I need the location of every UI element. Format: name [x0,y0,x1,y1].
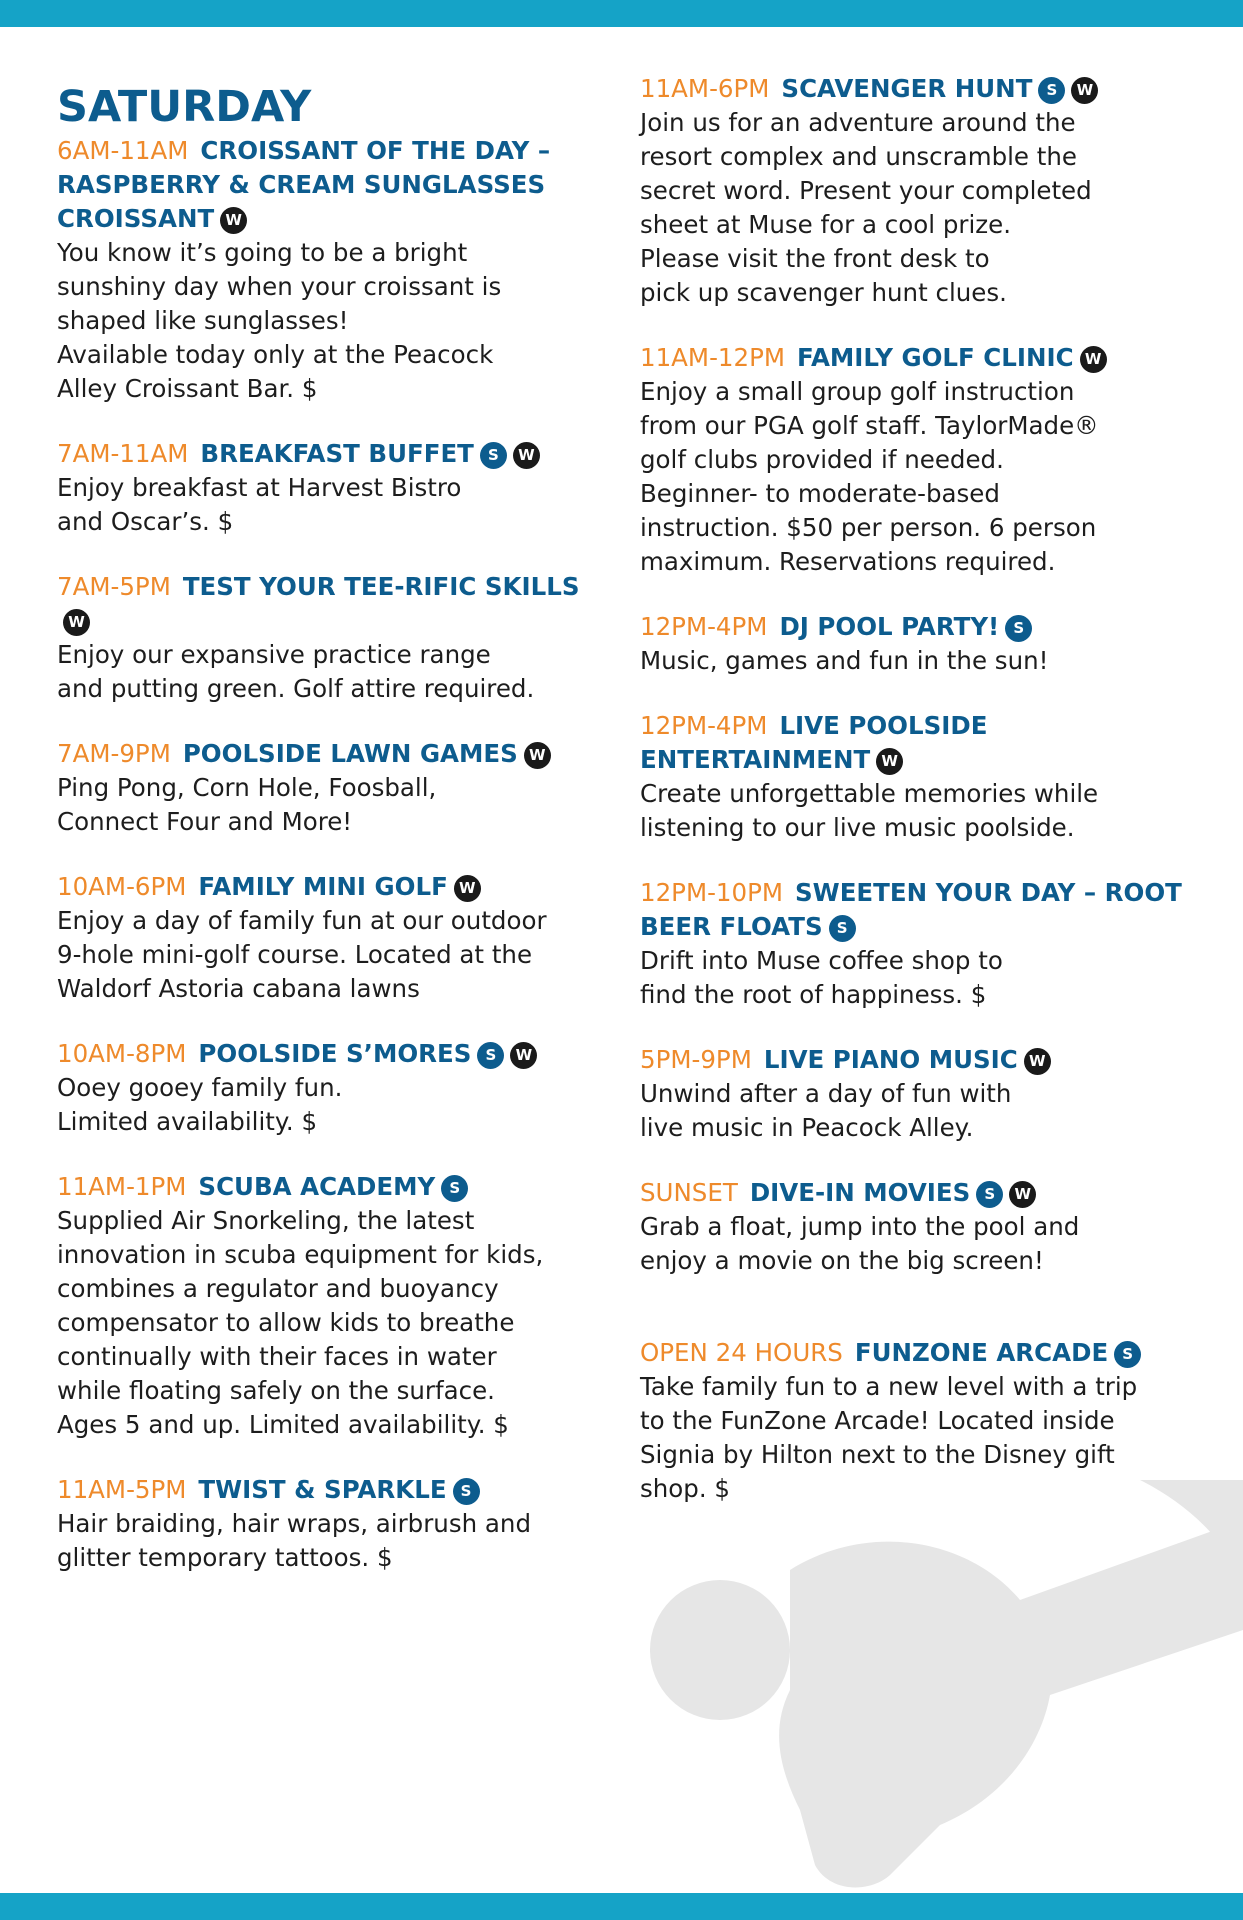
signia-badge-icon: S [829,915,856,942]
event-item [640,876,1200,1012]
event-description [640,1210,1200,1278]
event-description [57,471,602,539]
event-title: POOLSIDE LAWN GAMES [182,739,518,768]
description-line: find the root of happiness. $ [640,980,987,1009]
event-description [640,1370,1200,1506]
event-time: 7AM-9PM [57,739,171,768]
signia-badge-icon: S [976,1181,1003,1208]
description-line: continually with their faces in water [57,1342,497,1371]
description-line: listening to our live music poolside. [640,813,1075,842]
event-heading [57,1037,602,1071]
event-time: 12PM-10PM [640,878,784,907]
event-title: SWEETEN YOUR DAY – ROOT BEER FLOATS [640,878,1182,941]
description-line: Ages 5 and up. Limited availability. $ [57,1410,509,1439]
event-time: 11AM-5PM [57,1475,187,1504]
description-line: maximum. Reservations required. [640,547,1056,576]
description-line: and Oscar’s. $ [57,507,234,536]
event-item [640,72,1200,310]
event-heading [640,341,1200,375]
event-title: BREAKFAST BUFFET [200,439,474,468]
description-line: Please visit the front desk to [640,244,990,273]
event-title: TEST YOUR TEE-RIFIC SKILLS [182,572,580,601]
description-line: 9-hole mini-golf course. Located at the [57,940,533,969]
description-line: Ping Pong, Corn Hole, Foosball, [57,773,437,802]
description-line: Beginner- to moderate-based [640,479,1000,508]
waldorf-badge-icon: W [876,748,903,775]
event-time: 6AM-11AM [57,136,189,165]
event-heading [640,610,1200,644]
description-line: Alley Croissant Bar. $ [57,374,318,403]
event-time: 12PM-4PM [640,612,768,641]
event-heading [57,134,602,236]
description-line: sunshiny day when your croissant is [57,272,502,301]
description-line: to the FunZone Arcade! Located inside [640,1406,1115,1435]
event-title: SCUBA ACADEMY [198,1172,436,1201]
event-description [57,904,602,1006]
description-line: shaped like sunglasses! [57,306,349,335]
event-description [57,638,602,706]
event-heading [640,876,1200,944]
description-line: Signia by Hilton next to the Disney gift [640,1440,1115,1469]
description-line: enjoy a movie on the big screen! [640,1246,1044,1275]
event-time: 5PM-9PM [640,1045,752,1074]
description-line: live music in Peacock Alley. [640,1113,974,1142]
description-line: Join us for an adventure around the [640,108,1076,137]
event-description [57,1071,602,1139]
event-heading [57,570,602,638]
signia-badge-icon: S [1005,615,1032,642]
description-line: shop. $ [640,1474,730,1503]
description-line: innovation in scuba equipment for kids, [57,1240,544,1269]
event-heading [640,1043,1200,1077]
event-heading [640,1176,1200,1210]
event-title: SCAVENGER HUNT [781,74,1033,103]
day-title: SATURDAY [57,82,312,132]
description-line: Take family fun to a new level with a trip [640,1372,1138,1401]
description-line: Supplied Air Snorkeling, the latest [57,1206,475,1235]
signia-badge-icon: S [477,1042,504,1069]
event-item [640,1176,1200,1278]
description-line: Enjoy breakfast at Harvest Bistro [57,473,462,502]
description-line: from our PGA golf staff. TaylorMade® [640,411,1099,440]
description-line: Enjoy our expansive practice range [57,640,491,669]
waldorf-badge-icon: W [220,207,247,234]
description-line: Unwind after a day of fun with [640,1079,1012,1108]
event-item [57,737,602,839]
event-item [57,570,602,706]
top-accent-band [0,0,1243,27]
left-column [57,72,602,1606]
event-title: DJ POOL PARTY! [779,612,1000,641]
event-description [640,777,1200,845]
event-time: 10AM-6PM [57,872,187,901]
event-item [640,610,1200,678]
right-event-list [640,72,1200,1506]
event-item [57,870,602,1006]
event-time: 10AM-8PM [57,1039,187,1068]
waldorf-badge-icon: W [1071,77,1098,104]
event-time: 12PM-4PM [640,711,768,740]
description-line: Create unforgettable memories while [640,779,1099,808]
waldorf-badge-icon: W [454,875,481,902]
bottom-accent-band [0,1893,1243,1920]
event-time: OPEN 24 HOURS [640,1338,843,1367]
event-description [57,771,602,839]
description-line: while floating safely on the surface. [57,1376,495,1405]
description-line: glitter temporary tattoos. $ [57,1543,393,1572]
event-time: 11AM-1PM [57,1172,187,1201]
description-line: Hair braiding, hair wraps, airbrush and [57,1509,532,1538]
event-heading [57,437,602,471]
event-title: TWIST & SPARKLE [198,1475,447,1504]
event-description [57,1507,602,1575]
swimmer-watermark-icon [640,1480,1243,1893]
event-title: FAMILY MINI GOLF [198,872,448,901]
waldorf-badge-icon: W [1009,1181,1036,1208]
event-title: LIVE PIANO MUSIC [763,1045,1018,1074]
description-line: Enjoy a day of family fun at our outdoor [57,906,547,935]
waldorf-badge-icon: W [524,742,551,769]
event-time: 7AM-5PM [57,572,171,601]
event-description [57,236,602,406]
signia-badge-icon: S [441,1175,468,1202]
description-line: You know it’s going to be a bright [57,238,468,267]
event-item [640,1043,1200,1145]
description-line: Limited availability. $ [57,1107,318,1136]
description-line: compensator to allow kids to breathe [57,1308,515,1337]
signia-badge-icon: S [453,1478,480,1505]
left-event-list [57,134,602,1575]
event-title: DIVE-IN MOVIES [749,1178,971,1207]
event-description [640,375,1200,579]
event-title: LIVE POOLSIDE ENTERTAINMENT [640,711,988,774]
description-line: Waldorf Astoria cabana lawns [57,974,420,1003]
signia-badge-icon: S [1038,77,1065,104]
event-heading [57,870,602,904]
event-item [57,1170,602,1442]
description-line: resort complex and unscramble the [640,142,1077,171]
waldorf-badge-icon: W [1024,1048,1051,1075]
event-item [640,1336,1200,1506]
description-line: Ooey gooey family fun. [57,1073,343,1102]
event-heading [57,1170,602,1204]
description-line: instruction. $50 per person. 6 person [640,513,1097,542]
event-item [57,134,602,406]
event-time: 7AM-11AM [57,439,189,468]
event-item [57,1473,602,1575]
description-line: Grab a float, jump into the pool and [640,1212,1080,1241]
event-description [640,1077,1200,1145]
event-time: 11AM-12PM [640,343,786,372]
event-heading [57,1473,602,1507]
event-heading [640,1336,1200,1370]
description-line: Enjoy a small group golf instruction [640,377,1075,406]
event-time: SUNSET [640,1178,738,1207]
event-title: FUNZONE ARCADE [854,1338,1109,1367]
waldorf-badge-icon: W [510,1042,537,1069]
event-heading [57,737,602,771]
waldorf-badge-icon: W [63,609,90,636]
event-item [640,709,1200,845]
description-line: Drift into Muse coffee shop to [640,946,1003,975]
event-title: POOLSIDE S’MORES [198,1039,472,1068]
description-line: Music, games and fun in the sun! [640,646,1049,675]
waldorf-badge-icon: W [513,442,540,469]
event-description [57,1204,602,1442]
description-line: sheet at Muse for a cool prize. [640,210,1012,239]
waldorf-badge-icon: W [1080,346,1107,373]
signia-badge-icon: S [480,442,507,469]
description-line: pick up scavenger hunt clues. [640,278,1007,307]
event-description [640,644,1200,678]
description-line: Connect Four and More! [57,807,353,836]
event-title: CROISSANT OF THE DAY – RASPBERRY & CREAM SUNGLASSES CROISSANT [57,136,551,233]
event-item [640,341,1200,579]
event-description [640,106,1200,310]
event-title: FAMILY GOLF CLINIC [797,343,1074,372]
event-description [640,944,1200,1012]
event-time: 11AM-6PM [640,74,770,103]
event-heading [640,72,1200,106]
description-line: golf clubs provided if needed. [640,445,1004,474]
description-line: secret word. Present your completed [640,176,1092,205]
description-line: and putting green. Golf attire required. [57,674,535,703]
event-heading [640,709,1200,777]
right-column [640,72,1200,1537]
event-item [57,437,602,539]
description-line: Available today only at the Peacock [57,340,494,369]
description-line: combines a regulator and buoyancy [57,1274,499,1303]
signia-badge-icon: S [1114,1341,1141,1368]
event-item [57,1037,602,1139]
